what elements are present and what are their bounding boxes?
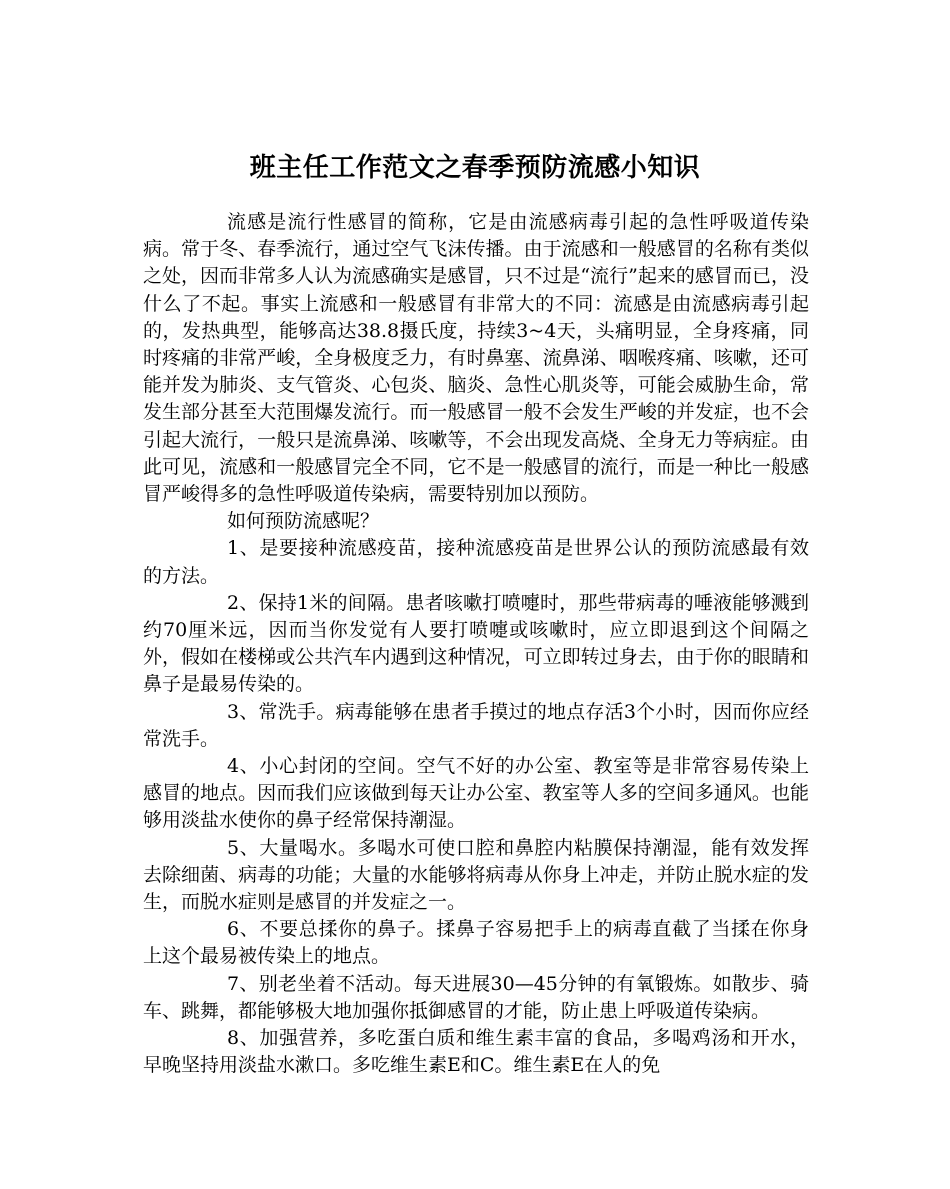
paragraph-item-8: 8、加强营养，多吃蛋白质和维生素丰富的食品，多喝鸡汤和开水，早晚坚持用淡盐水漱口。多吃维生素E和C。维生素E在人的免 bbox=[143, 1027, 809, 1077]
document-body bbox=[143, 209, 809, 1080]
paragraph-item-2: 2、保持1米的间隔。患者咳嗽打喷嚏时，那些带病毒的唾液能够溅到约70厘米远，因而当你发觉有人要打喷嚏或咳嗽时，应立即退到这个间隔之外，假如在楼梯或公共汽车内遇到这种情况，可立即转过身去，由于你的眼睛和鼻子是最易传染的。 bbox=[143, 591, 809, 696]
paragraph-item-3: 3、常洗手。病毒能够在患者手摸过的地点存活3个小时，因而你应经常洗手。 bbox=[143, 700, 809, 750]
paragraph-item-5: 5、大量喝水。多喝水可使口腔和鼻腔内粘膜保持潮湿，能有效发挥去除细菌、病毒的功能；大量的水能够将病毒从你身上冲走，并防止脱水症的发生，而脱水症则是感冒的并发症之一。 bbox=[143, 836, 809, 914]
paragraph-item-7: 7、别老坐着不活动。每天进展30—45分钟的有氧锻炼。如散步、骑车、跳舞，都能够极大地加强你抵御感冒的才能，防止患上呼吸道传染病。 bbox=[143, 972, 809, 1022]
document-title: 班主任工作范文之春季预防流感小知识 bbox=[249, 153, 701, 184]
paragraph-question: 如何预防流感呢？ bbox=[227, 510, 380, 533]
paragraph-item-4: 4、小心封闭的空间。空气不好的办公室、教室等是非常容易传染上感冒的地点。因而我们应该做到每天让办公室、教室等人多的空间多通风。也能够用淡盐水使你的鼻子经常保持潮湿。 bbox=[143, 755, 809, 832]
paragraph-intro: 流感是流行性感冒的简称，它是由流感病毒引起的急性呼吸道传染病。常于冬、春季流行，通过空气飞沫传播。由于流感和一般感冒的名称有类似之处，因而非常多人认为流感确实是感冒，只不过是“流行”起来的感冒而已，没什么了不起。事实上流感和一般感冒有非常大的不同：流感是由流感病毒引起的，发热典型，能够高达38.8摄氏度，持续3~4天，头痛明显，全身疼痛，同时疼痛的非常严峻，全身极度乏力，有时鼻塞、流鼻涕、咽喉疼痛、咳嗽，还可能并发为肺炎、支气管炎、心包炎、脑炎、急性心肌炎等，可能会威胁生命，常发生部分甚至大范围爆发流行。而一般感冒一般不会发生严峻的并发症，也不会引起大流行，一般只是流鼻涕、咳嗽等，不会出现发高烧、全身无力等病症。由此可见，流感和一般感冒完全不同，它不是一般感冒的流行，而是一种比一般感冒严峻得多的急性呼吸道传染病，需要特别加以预防。 bbox=[143, 211, 809, 506]
paragraph-item-6: 6、不要总揉你的鼻子。揉鼻子容易把手上的病毒直截了当揉在你身上这个最易被传染上的地点。 bbox=[143, 918, 809, 968]
paragraph-item-1: 1、是要接种流感疫苗，接种流感疫苗是世界公认的预防流感最有效的方法。 bbox=[143, 537, 809, 587]
